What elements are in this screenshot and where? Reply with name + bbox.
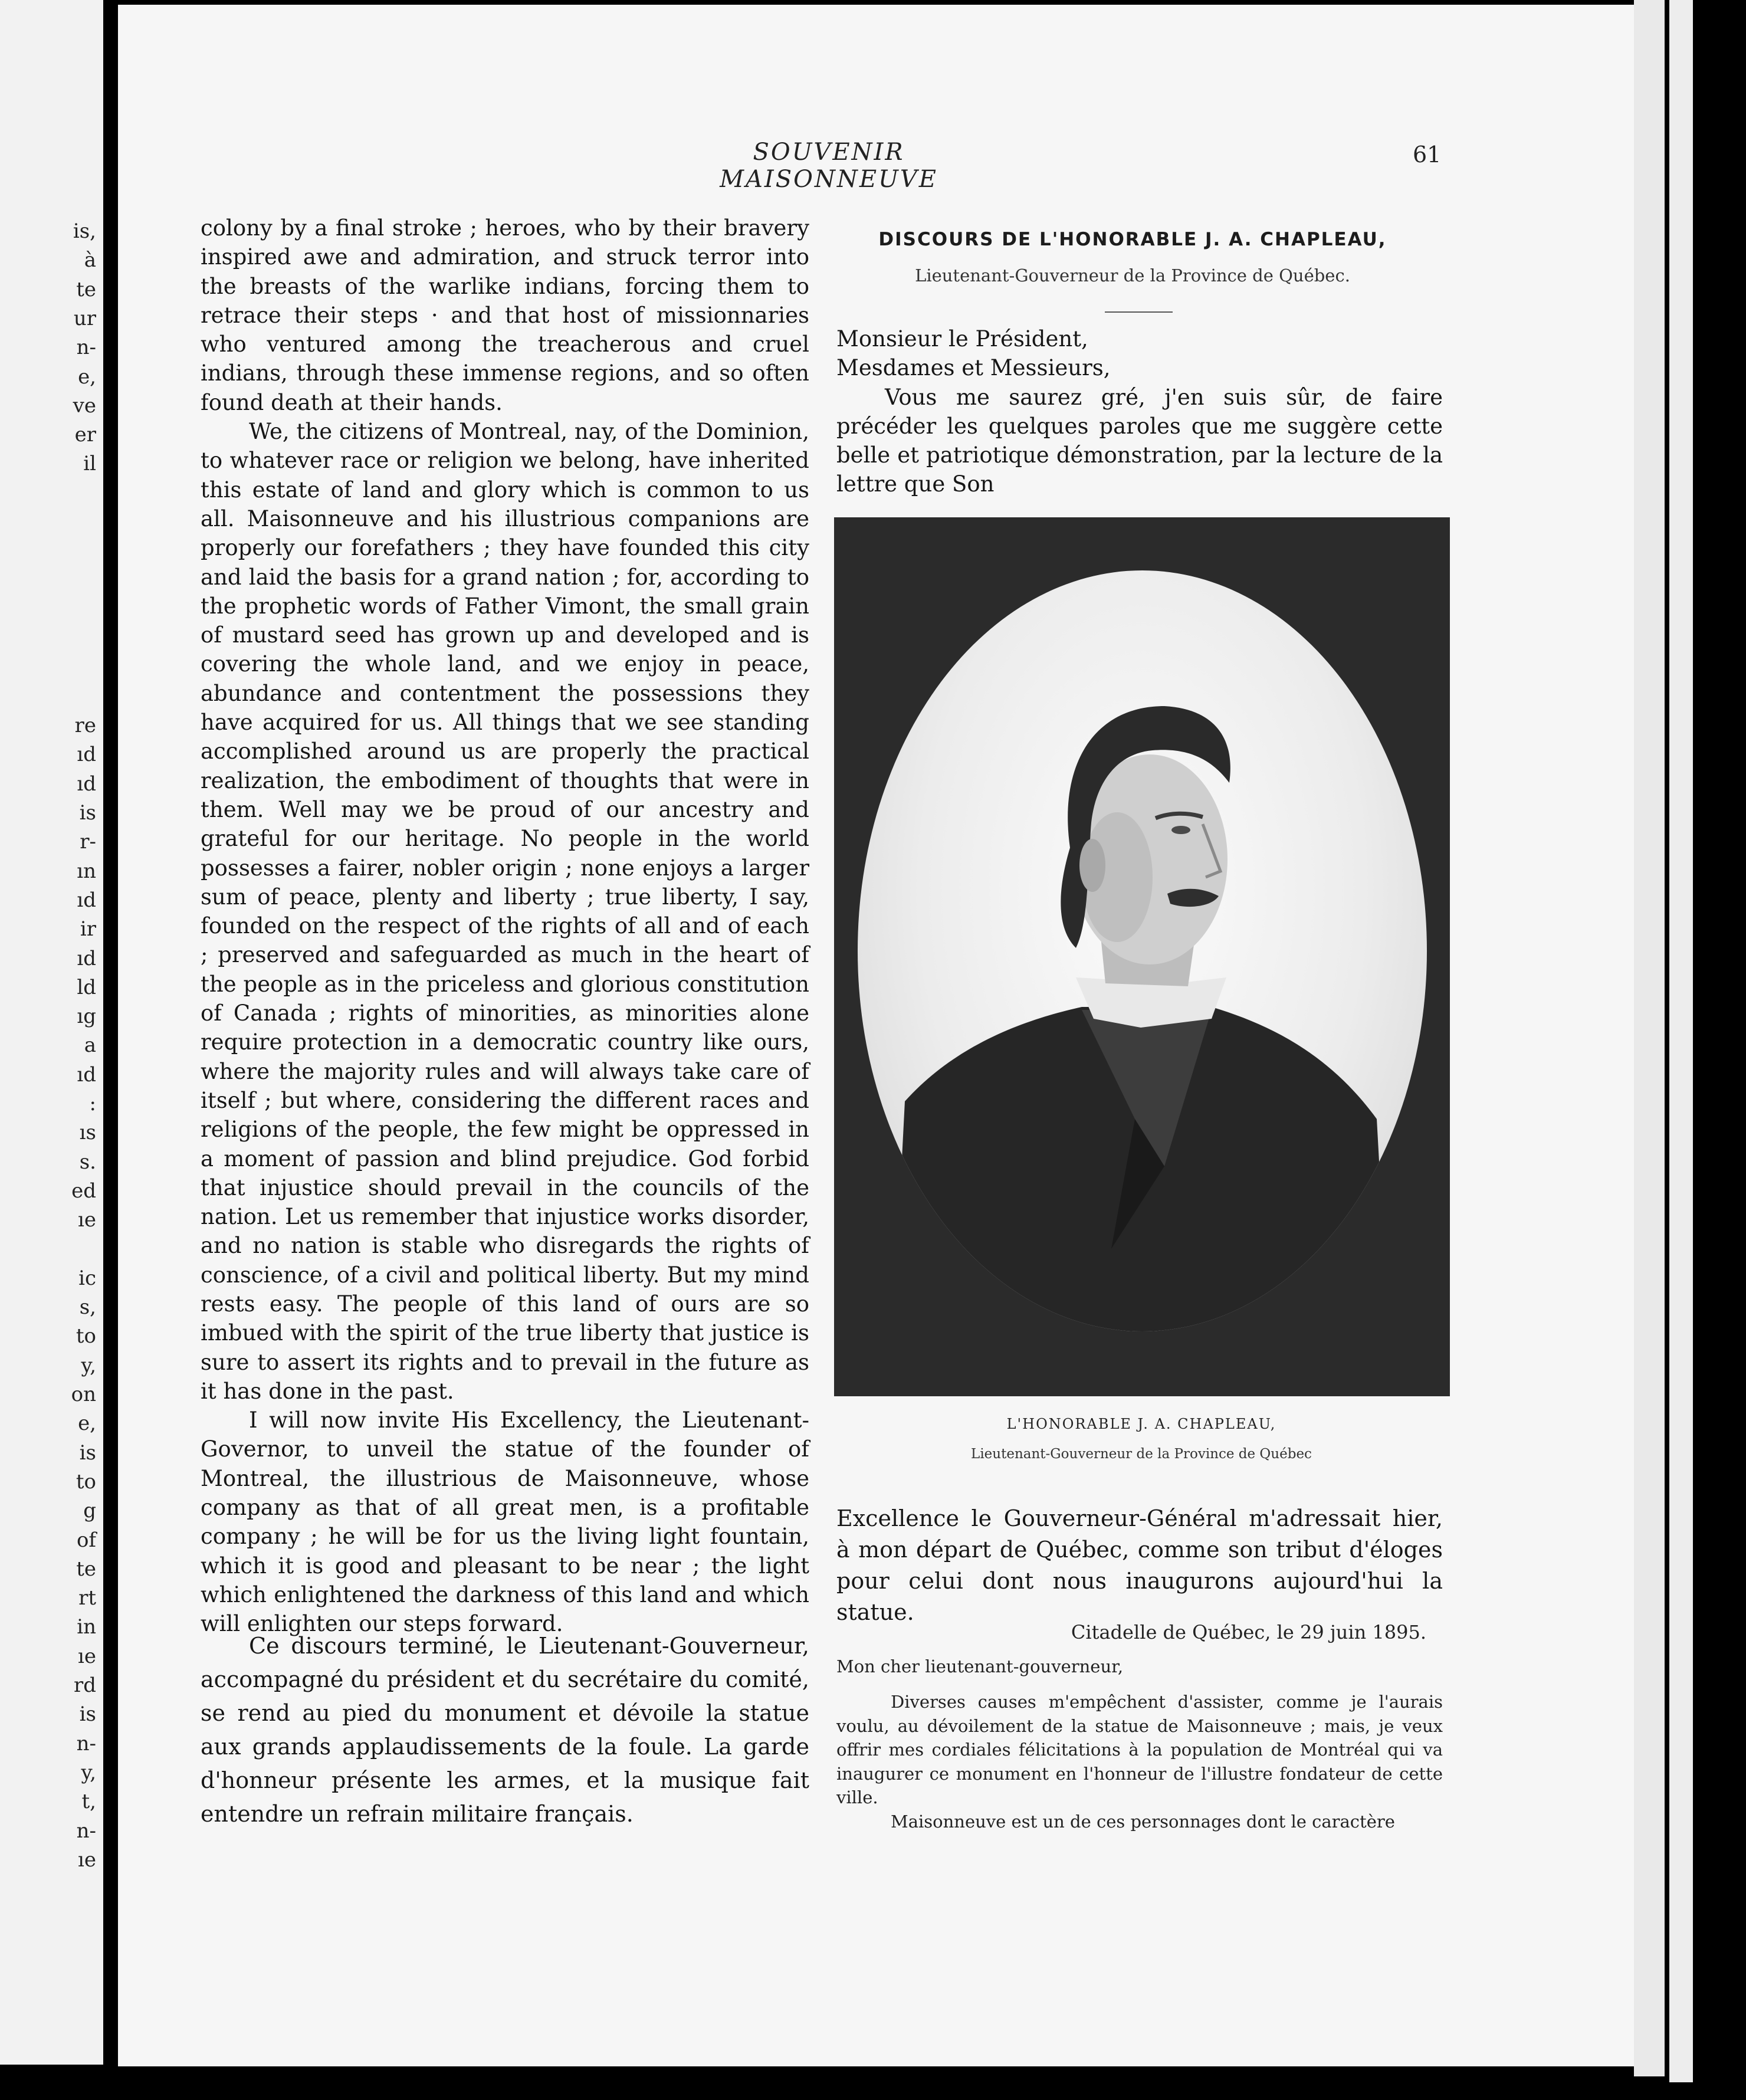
paragraph: Vous me saurez gré, j'en suis sûr, de faire précéder les quelques paroles que me suggère cette belle et patriotique démonstration, par la lecture de la lettre que Son bbox=[836, 384, 1443, 497]
letter-salutation: Mon cher lieutenant-gouverneur, bbox=[836, 1656, 1124, 1676]
previous-page-fragment: t, bbox=[81, 1790, 96, 1814]
closing-paragraph bbox=[201, 1629, 809, 1831]
portrait-caption-subtitle: Lieutenant-Gouverneur de la Province de Québec bbox=[971, 1446, 1312, 1462]
previous-page-fragment: ld bbox=[77, 975, 96, 999]
previous-page-fragment: ıd bbox=[77, 888, 96, 912]
previous-page-fragment: : bbox=[89, 1092, 96, 1115]
salutation: Monsieur le Président, bbox=[836, 326, 1088, 352]
previous-page-fragment: s. bbox=[79, 1150, 96, 1174]
speech-subtitle: Lieutenant-Gouverneur de la Province de Québec. bbox=[915, 265, 1350, 286]
running-head: SOUVENIR MAISONNEUVE bbox=[720, 139, 938, 193]
page-number: 61 bbox=[1413, 142, 1442, 168]
previous-page-fragment: rd bbox=[73, 1674, 96, 1697]
previous-page-fragment: n- bbox=[76, 1819, 96, 1843]
previous-page-fragment: ıs bbox=[79, 1121, 96, 1145]
previous-page-fragment: ir bbox=[80, 917, 96, 941]
previous-page-fragment: ic bbox=[78, 1266, 96, 1290]
previous-page-fragment: in bbox=[77, 1615, 96, 1639]
paragraph: Excellence le Gouverneur-Général m'adressait hier, à mon départ de Québec, comme son tribut d'éloges pour celui dont nous inaugurons aujourd'hui la statue. bbox=[836, 1505, 1443, 1625]
paragraph: Ce discours terminé, le Lieutenant-Gouverneur, accompagné du président et du secrétaire du comité, se rend au pied du monument et dévoile la statue aux grands applaudissements de la foule. La garde d'honneur présente les armes, et la musique fait entendre un refrain militaire français. bbox=[201, 1633, 809, 1827]
previous-page-fragment: r- bbox=[80, 830, 96, 854]
previous-page-fragment: s, bbox=[79, 1295, 96, 1320]
previous-page-fragment: rt bbox=[78, 1586, 96, 1610]
page-edge bbox=[1669, 0, 1693, 2082]
previous-page-fragment: g bbox=[83, 1499, 96, 1523]
letter-date: Citadelle de Québec, le 29 juin 1895. bbox=[1071, 1621, 1426, 1643]
previous-page-fragment: ıe bbox=[78, 1644, 96, 1668]
right-column bbox=[836, 324, 1443, 499]
previous-page-fragment: to bbox=[76, 1469, 96, 1494]
previous-page-fragment: n- bbox=[76, 336, 96, 360]
title-rule bbox=[1105, 311, 1173, 313]
previous-page-fragment: e, bbox=[78, 1412, 96, 1436]
previous-page-fragment: ıe bbox=[78, 1208, 96, 1232]
previous-page-fragment: ur bbox=[73, 306, 96, 330]
previous-page-fragment: ed bbox=[71, 1179, 96, 1203]
previous-page-fragment: is bbox=[79, 1441, 96, 1465]
paragraph: colony by a final stroke ; heroes, who by their bravery inspired awe and admiration, and struck terror into the breasts of the warlike indians, forcing them to retrace their steps · and that host of missionnaries who ventured among the treacherous and cruel indians, through these immense regions, and so often found death at their hands. bbox=[201, 215, 809, 415]
previous-page-fragment: a bbox=[84, 1033, 96, 1058]
previous-page-fragment: is bbox=[79, 1702, 96, 1727]
portrait-photo bbox=[834, 517, 1450, 1396]
letter-paragraph: Diverses causes m'empêchent d'assister, comme je l'aurais voulu, au dévoilement de la statue de Maisonneuve ; mais, je veux offrir mes cordiales félicitations à la population de Montréal qui va inaugurer ce monument en l'honneur de l'illustre fondateur de cette ville. bbox=[836, 1692, 1443, 1807]
previous-page-fragment: e, bbox=[78, 365, 96, 389]
paragraph: We, the citizens of Montreal, nay, of the Dominion, to whatever race or religion we belong, have inherited this estate of land and glory which is common to us all. Maisonneuve and his illustrious companions are properly our forefathers ; they have founded this city and laid the basis for a grand nation ; for, according to the prophetic words of Father Vimont, the small grain of mustard seed has grown up and developed and is covering the whole land, and we enjoy in peace, abundance and contentment the possessions they have acquired for us. All things that we see standing accomplished around us are properly the practical realization, the embodiment of thoughts that were in them. Well may we be proud of our ancestry and grateful for our heritage. No people in the world possesses a fairer, nobler origin ; none enjoys a larger sum of peace, plenty and liberty ; true liberty, I say, founded on the respect of the rights of all and of each ; preserved and safeguarded as much in the heart of the people as in the priceless and glorious constitution of Canada ; rights of minorities, as minorities alone require protection in a democratic country like ours, where the majority rules and will always take care of itself ; but where, considering the different races and religions of the people, the few might be oppressed in a moment of passion and blind prejudice. God forbid that injustice should prevail in the councils of the nation. Let us remember that injustice works disorder, and no nation is stable who disregards the rights of conscience, of a civil and political liberty. But my mind rests easy. The people of this land of ours are so imbued with the spirit of the true liberty that justice is sure to assert its rights and to prevail in the future as it has done in the past. bbox=[201, 419, 809, 1404]
previous-page-fragment: on bbox=[71, 1383, 96, 1406]
portrait-illustration bbox=[858, 570, 1427, 1331]
salutation: Mesdames et Messieurs, bbox=[836, 355, 1111, 381]
previous-page-margin bbox=[0, 0, 103, 2065]
previous-page-fragment: ıd bbox=[77, 772, 96, 796]
previous-page-fragment: y, bbox=[81, 1353, 96, 1377]
previous-page-fragment: il bbox=[83, 452, 96, 476]
previous-page-fragment: y, bbox=[81, 1760, 96, 1784]
portrait-caption: L'HONORABLE J. A. CHAPLEAU, bbox=[1006, 1416, 1276, 1432]
previous-page-fragment: ın bbox=[77, 859, 96, 883]
previous-page-fragment: is, bbox=[73, 219, 96, 243]
left-column bbox=[201, 214, 809, 1639]
paragraph: I will now invite His Excellency, the Lieutenant-Governor, to unveil the statue of the founder of Montreal, the illustrious de Maisonneuve, whose company as that of all great men, is a profitable company ; he will be for us the living light fountain, which it is good and pleasant to be near ; the light which enlightened the darkness of this land and which will enlighten our steps forward. bbox=[201, 1407, 809, 1637]
previous-page-fragment: is bbox=[79, 801, 96, 825]
previous-page-fragment: te bbox=[76, 277, 96, 301]
speech-title: DISCOURS DE L'HONORABLE J. A. CHAPLEAU, bbox=[878, 229, 1387, 250]
page-edge bbox=[1634, 0, 1665, 2076]
previous-page-fragment: re bbox=[74, 714, 96, 738]
previous-page-fragment: ve bbox=[73, 393, 96, 418]
previous-page-fragment: ıe bbox=[78, 1848, 96, 1872]
letter-body bbox=[836, 1690, 1443, 1833]
portrait-oval bbox=[858, 570, 1427, 1331]
previous-page-fragment: ıd bbox=[77, 743, 96, 767]
previous-page-fragment: to bbox=[76, 1324, 96, 1348]
previous-page-fragment: ıg bbox=[77, 1005, 96, 1029]
previous-page-fragment: er bbox=[74, 423, 96, 447]
previous-page-fragment: te bbox=[76, 1557, 96, 1581]
previous-page-fragment: ıd bbox=[77, 1062, 96, 1087]
previous-page-fragment: ıd bbox=[77, 946, 96, 970]
letter-paragraph: Maisonneuve est un de ces personnages dont le caractère bbox=[891, 1811, 1395, 1832]
previous-page-fragment: n- bbox=[76, 1731, 96, 1756]
previous-page-fragment: of bbox=[76, 1528, 96, 1552]
previous-page-fragment: à bbox=[84, 248, 96, 273]
right-column-continuation bbox=[836, 1503, 1443, 1628]
